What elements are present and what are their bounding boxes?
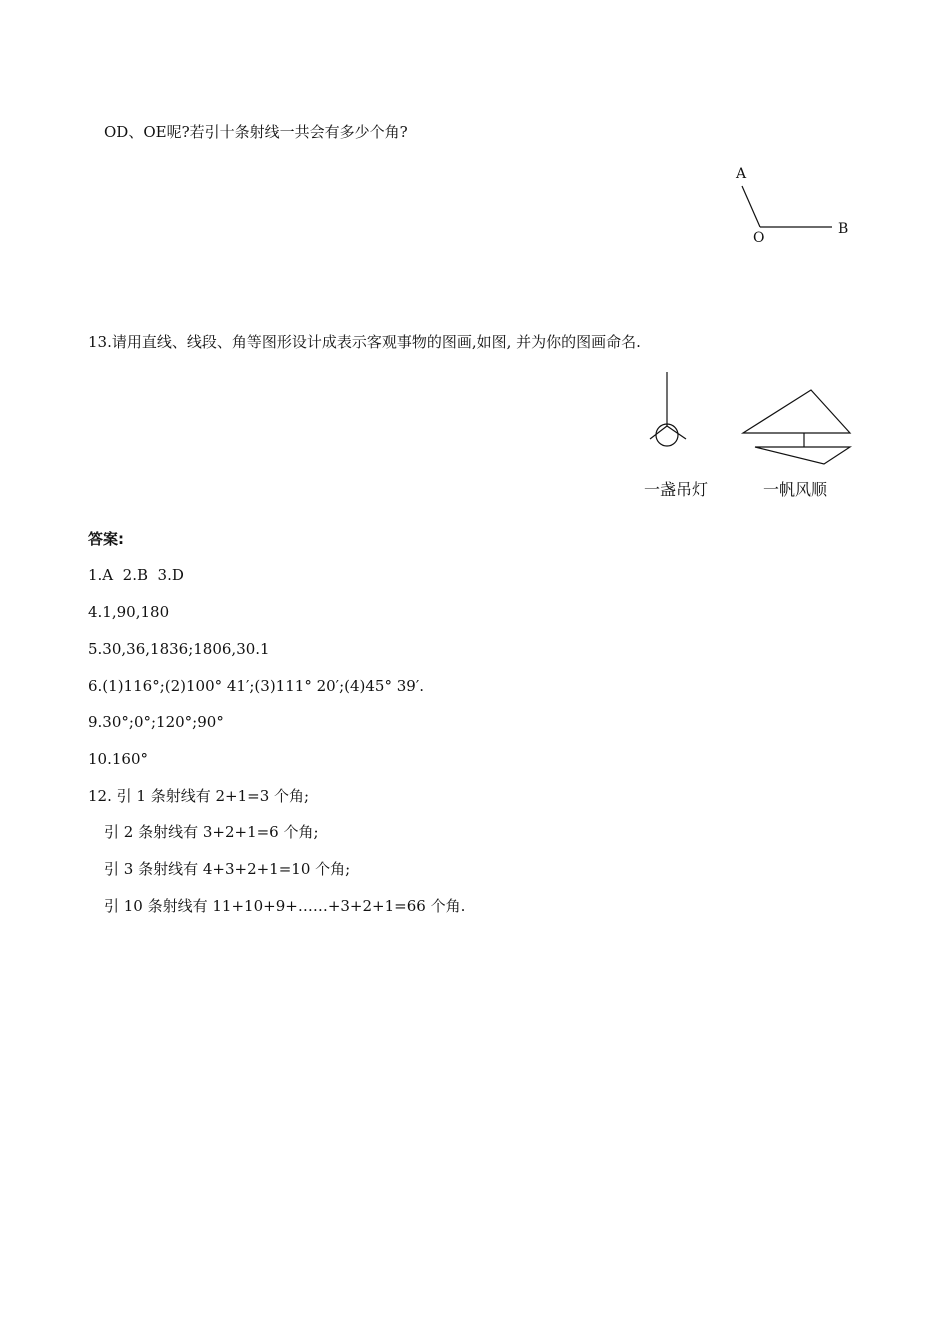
- lamp-shade-right: [667, 426, 686, 439]
- answer-line: 1.A 2.B 3.D: [88, 566, 184, 584]
- lamp-figure: [640, 368, 696, 452]
- sailboat-caption: 一帆风顺: [763, 480, 828, 499]
- question-12-continuation: OD、OE呢?若引十条射线一共会有多少个角?: [104, 123, 408, 141]
- label-o: O: [753, 230, 765, 246]
- ray-oa: [742, 186, 760, 227]
- answer-line: 12. 引 1 条射线有 2+1=3 个角;: [88, 787, 310, 805]
- answers-heading: 答案:: [88, 530, 124, 548]
- angle-aob-figure: [728, 160, 858, 250]
- answer-line: 引 3 条射线有 4+3+2+1=10 个角;: [104, 860, 351, 878]
- label-a: A: [736, 166, 747, 182]
- answer-line: 10.160°: [88, 750, 148, 768]
- lamp-bulb: [656, 424, 678, 446]
- answer-line: 6.(1)116°;(2)100° 41′;(3)111° 20′;(4)45° 39′.: [88, 677, 424, 695]
- answer-line: 4.1,90,180: [88, 603, 170, 621]
- lamp-caption: 一盏吊灯: [644, 480, 709, 499]
- label-b: B: [838, 221, 849, 237]
- answer-line: 引 2 条射线有 3+2+1=6 个角;: [104, 823, 319, 841]
- question-13: 13.请用直线、线段、角等图形设计成表示客观事物的图画,如图, 并为你的图画命名.: [88, 333, 641, 351]
- sailboat-figure: [738, 386, 856, 468]
- hull: [755, 447, 850, 464]
- sail: [743, 390, 850, 433]
- answer-line: 5.30,36,1836;1806,30.1: [88, 640, 270, 658]
- answer-line: 9.30°;0°;120°;90°: [88, 713, 224, 731]
- answer-line: 引 10 条射线有 11+10+9+……+3+2+1=66 个角.: [104, 897, 466, 915]
